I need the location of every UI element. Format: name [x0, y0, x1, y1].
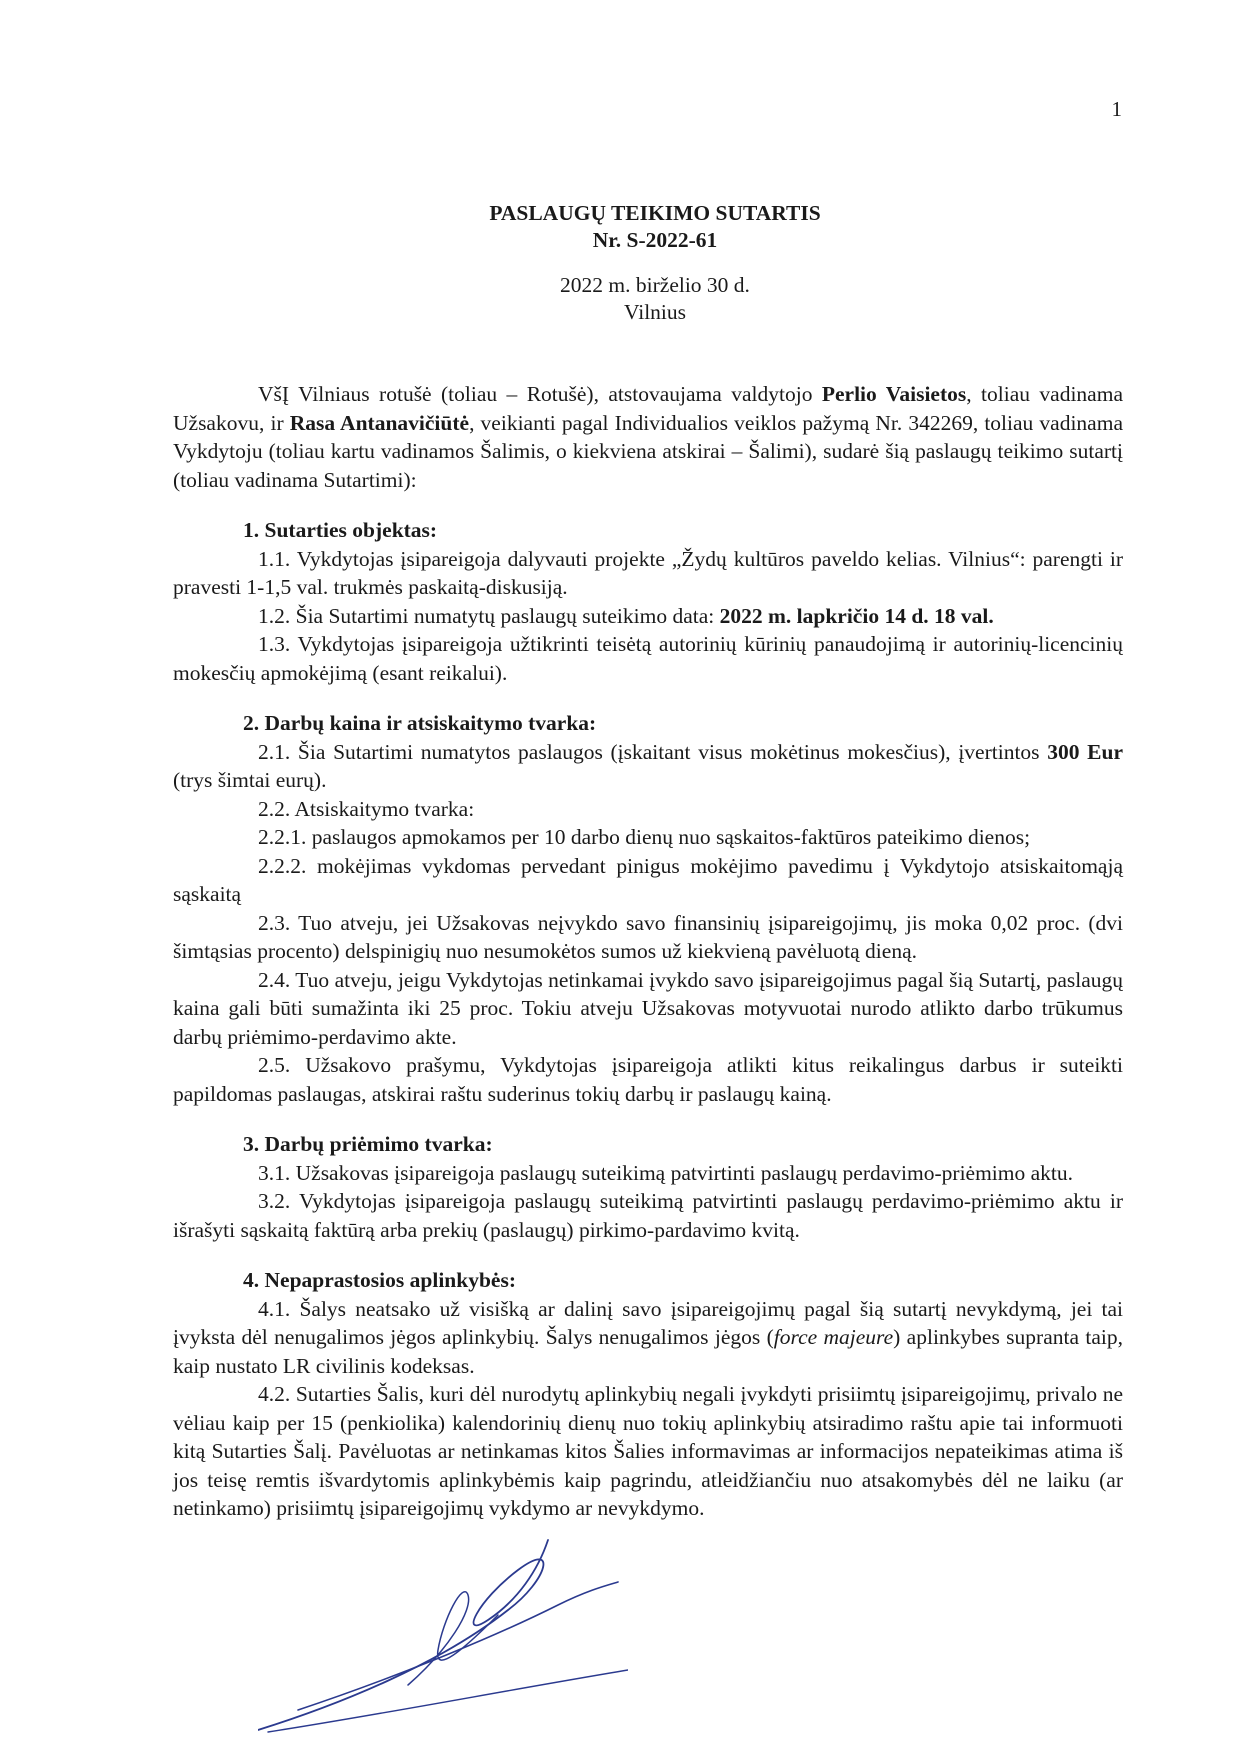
- clause-2-2-2: 2.2.2. mokėjimas vykdomas pervedant pinigus mokėjimo pavedimu į Vykdytojo atsiskaitomąją sąskaitą: [173, 853, 1123, 906]
- section-4-heading: 4. Nepaprastosios aplinkybės:: [243, 1268, 516, 1292]
- contract-number: Nr. S-2022-61: [592, 228, 718, 252]
- contract-city: Vilnius: [623, 300, 687, 324]
- section-2-heading: 2. Darbų kaina ir atsiskaitymo tvarka:: [243, 711, 597, 735]
- clause-3-1: 3.1. Užsakovas įsipareigoja paslaugų suteikimą patvirtinti paslaugų perdavimo-priėmimo aktu.: [258, 1160, 1074, 1185]
- intro-paragraph: VšĮ Vilniaus rotušė (toliau – Rotušė), atstovaujama valdytojo Perlio Vaisietos, toliau vadinama Užsakovu, ir Rasa Antanavičiūtė, veikianti pagal Individualios veiklos pažymą Nr. 342269, toliau vadinama Vykdytoju (toliau kartu vadinamos Šalimis, o kiekviena atskirai – Šalimi), sudarė šią paslaugų teikimo sutartį (toliau vadinama Sutartimi):: [173, 382, 1123, 492]
- clause-1-1: 1.1. Vykdytojas įsipareigoja dalyvauti projekte „Žydų kultūros paveldo kelias. Vilnius“: parengti ir pravesti 1-1,5 val. trukmės paskaitą-diskusiją.: [173, 546, 1123, 599]
- handwritten-signature: [258, 1500, 628, 1740]
- section-1-heading: 1. Sutarties objektas:: [243, 518, 438, 542]
- page-number: 1: [1111, 97, 1122, 121]
- clause-2-5: 2.5. Užsakovo prašymu, Vykdytojas įsipareigoja atlikti kitus reikalingus darbus ir suteikti papildomas paslaugas, atskirai raštu suderinus tokių darbų ir paslaugų kainą.: [173, 1053, 1123, 1106]
- clause-4-2: 4.2. Sutarties Šalis, kuri dėl nurodytų aplinkybių negali įvykdyti prisiimtų įsipareigojimų, privalo ne vėliau kaip per 15 (penkiolika) kalendorinių dienų nuo tokių aplinkybių atsiradimo raštu apie tai informuoti kitą Sutarties Šalį. Pavėluotas ar netinkamas kitos Šalies informavimas ar informacijos nepateikimas atima iš jos teisę remtis išvardytomis aplinkybėmis kaip pagrindu, atleidžiančiu nuo atsakomybės dėl ne laiku (ar netinkamo) prisiimtų įsipareigojimų vykdymo ar nevykdymo.: [173, 1382, 1123, 1520]
- contract-date: 2022 m. birželio 30 d.: [560, 273, 750, 297]
- clause-2-1: 2.1. Šia Sutartimi numatytos paslaugos (įskaitant visus mokėtinus mokesčius), įvertintos 300 Eur (trys šimtai eurų).: [173, 739, 1123, 792]
- clause-2-2-1: 2.2.1. paslaugos apmokamos per 10 darbo dienų nuo sąskaitos-faktūros pateikimo dienos;: [258, 825, 1031, 849]
- clause-2-2: 2.2. Atsiskaitymo tvarka:: [258, 796, 475, 821]
- clause-2-4: 2.4. Tuo atveju, jeigu Vykdytojas netinkamai įvykdo savo įsipareigojimus pagal šią Sutartį, paslaugų kaina gali būti sumažinta iki 25 proc. Tokiu atveju Užsakovas motyvuotai nurodo atlikto darbo trūkumus darbų priėmimo-perdavimo akte.: [173, 967, 1123, 1049]
- clause-2-3: 2.3. Tuo atveju, jei Užsakovas neįvykdo savo finansinių įsipareigojimų, jis moka 0,02 proc. (dvi šimtąsias procento) delspinigių nuo nesumokėtos sumos už kiekvieną pavėluotą dieną.: [173, 910, 1123, 963]
- clause-1-2: 1.2. Šia Sutartimi numatytų paslaugų suteikimo data: 2022 m. lapkričio 14 d. 18 val.: [258, 603, 994, 628]
- contract-body: [173, 380, 1123, 1523]
- clause-4-1: 4.1. Šalys neatsako už visišką ar dalinį savo įsipareigojimų pagal šią sutartį nevykdymą, jei tai įvyksta dėl nenugalimos jėgos aplinkybių. Šalys nenugalimos jėgos (force majeure) aplinkybes supranta taip, kaip nustato LR civilinis kodeksas.: [173, 1296, 1123, 1378]
- document-title: PASLAUGŲ TEIKIMO SUTARTIS: [489, 201, 821, 225]
- clause-3-2: 3.2. Vykdytojas įsipareigoja paslaugų suteikimą patvirtinti paslaugų perdavimo-priėmimo aktu ir išrašyti sąskaitą faktūrą arba prekių (paslaugų) pirkimo-pardavimo kvitą.: [173, 1189, 1123, 1242]
- clause-1-3: 1.3. Vykdytojas įsipareigoja užtikrinti teisėtą autorinių kūrinių panaudojimą ir autorinių-licencinių mokesčių apmokėjimą (esant reikalui).: [173, 632, 1123, 685]
- section-3-heading: 3. Darbų priėmimo tvarka:: [243, 1132, 493, 1156]
